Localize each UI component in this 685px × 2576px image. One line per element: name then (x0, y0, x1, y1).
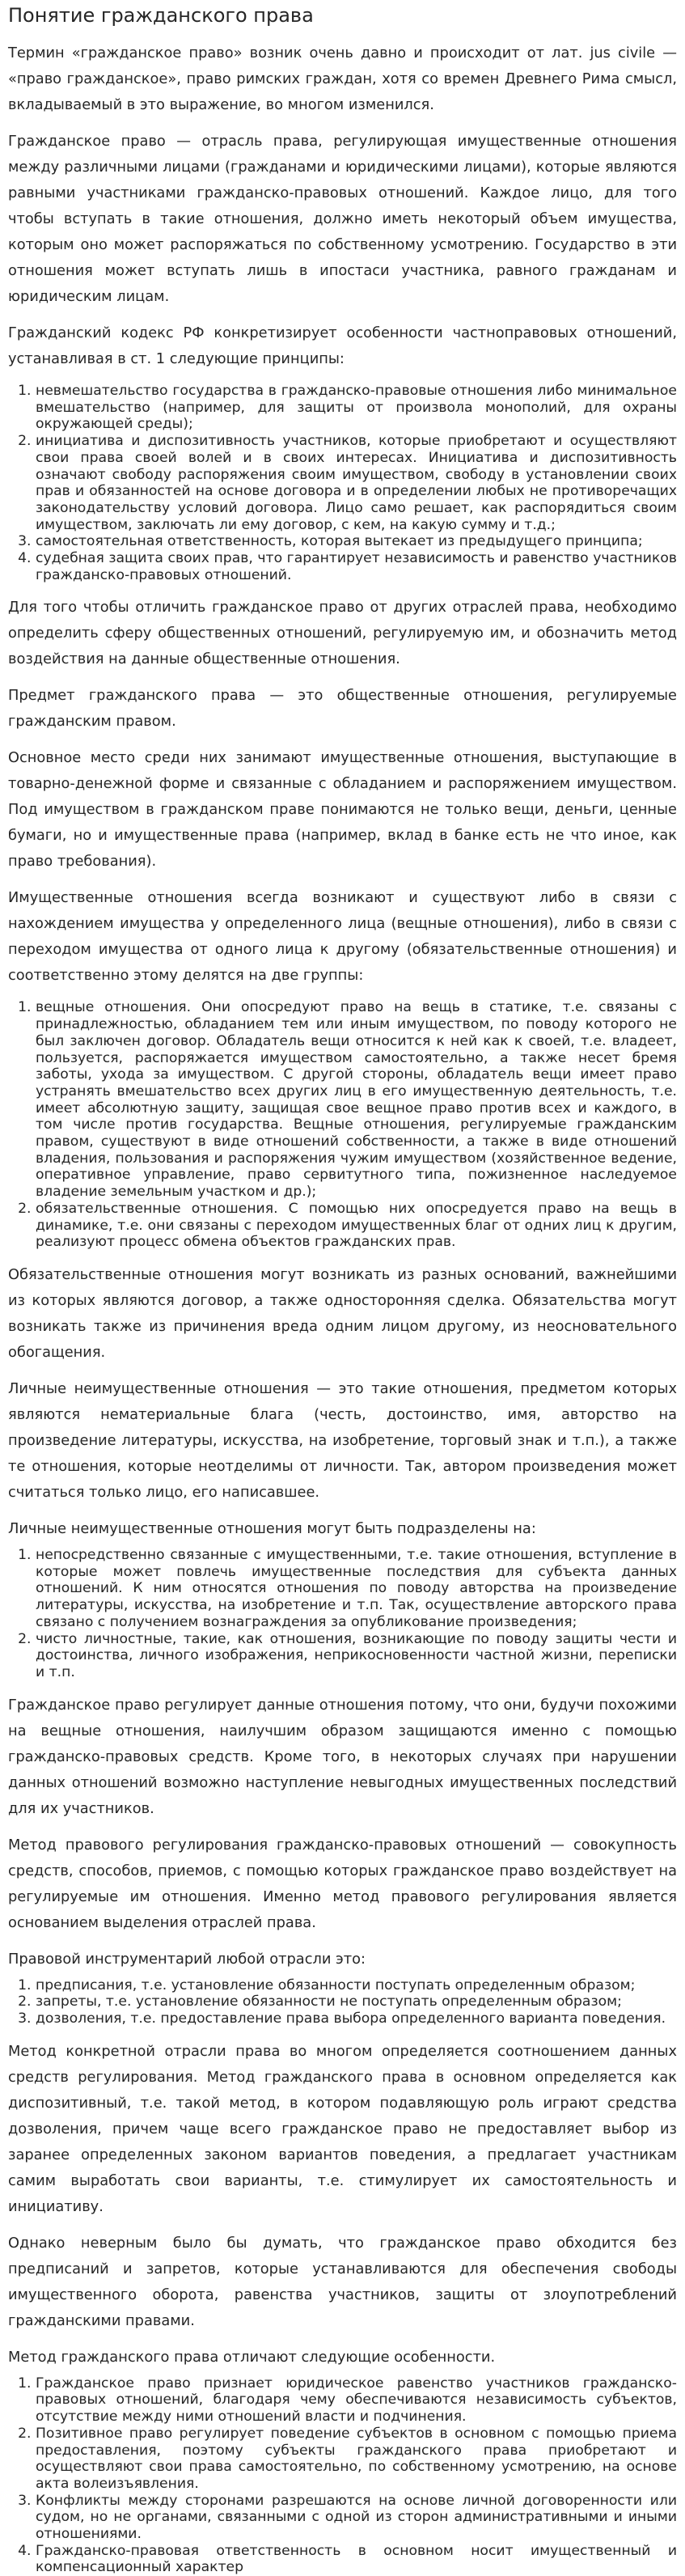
paragraph: Метод правового регулирования гражданско-правовых отношений — совокупность средств, способов, приемов, с помощью которых гражданское право воздействует на регулируемые им отношения. Именно метод правового регулирования является основанием выделения отраслей права. (8, 1836, 677, 1931)
paragraph: Метод гражданского права отличают следующие особенности. (8, 2348, 496, 2366)
list-item: 2. Позитивное право регулирует поведение субъектов в основном с помощью приема предоставления, поэтому субъекты гражданского права приобретают и осуществляют свои права самостоятельно, по собственному усмотрению, на основе акта волеизъявления. (36, 2426, 677, 2493)
paragraph: Личные неимущественные отношения могут быть подразделены на: (8, 1519, 536, 1537)
list-item: 2. обязательственные отношения. С помощью них опосредуется право на вещь в динамике, т.е. они связаны с переходом имущественных благ от одних лиц к другим, реализуют процесс обмена объектов гражданских прав. (36, 1201, 677, 1251)
paragraph: Обязательственные отношения могут возникать из разных оснований, важнейшими из которых являются договор, а также односторонняя сделка. Обязательства могут возникать также из причинения вреда одним лицом другому, из неосновательного обогащения. (8, 1265, 677, 1361)
numbered-list (8, 1547, 677, 1681)
list-item: 3. самостоятельная ответственность, которая вытекает из предыдущего принципа; (36, 533, 677, 550)
paragraph: Основное место среди них занимают имущественные отношения, выступающие в товарно-денежной форме и связанные с обладанием и распоряжением имуществом. Под имуществом в гражданском праве понимаются не только вещи, деньги, ценные бумаги, но и имущественные права (например, вклад в банке есть не что иное, как право требования). (8, 749, 677, 871)
paragraph: Для того чтобы отличить гражданское право от других отраслей права, необходимо определить сферу общественных отношений, регулируемую им, и обозначить метод воздействия на данные общественные отношения. (8, 599, 677, 668)
page-title: Понятие гражданского права (8, 4, 314, 27)
paragraph: Гражданское право — отрасль права, регулирующая имущественные отношения между различными лицами (гражданами и юридическими лицами), которые являются равными участниками гражданско-правовых отношений. Каждое лицо, для того чтобы вступать в такие отношения, должно иметь некоторый объем имущества, которым оно может распоряжаться по собственному усмотрению. Государство в эти отношения может вступать лишь в ипостаси участника, равного гражданам и юридическим лицам. (8, 133, 677, 305)
numbered-list (8, 383, 677, 583)
paragraph: Имущественные отношения всегда возникают и существуют либо в связи с нахождением имущества у определенного лица (вещные отношения), либо в связи с переходом имущества от одного лица к другому (обязательственные отношения) и соответственно этому делятся на две группы: (8, 889, 677, 985)
list-item: 1. Гражданское право признает юридическое равенство участников гражданско-правовых отношений, благодаря чему обеспечиваются независимость субъектов, отсутствие между ними отношений власти и подчинения. (36, 2375, 677, 2426)
list-item: 4. судебная защита своих прав, что гарантирует независимость и равенство участников гражданско-правовых отношений. (36, 550, 677, 583)
numbered-list (8, 999, 677, 1251)
article-body (8, 40, 677, 2576)
list-item: 4. Гражданско-правовая ответственность в основном носит имущественный и компенсационный характер (36, 2543, 677, 2576)
list-item: 1. вещные отношения. Они опосредуют право на вещь в статике, т.е. связаны с принадлежностью, обладанием тем или иным имуществом, по поводу которого не был заключен договор. Обладатель вещи относится к ней как к своей, т.е. владеет, пользуется, распоряжается имуществом самостоятельно, а также несет бремя заботы, ухода за имуществом. С другой стороны, обладатель вещи имеет право устранять вмешательство всех других лиц в его имущественную деятельность, т.е. имеет абсолютную защиту, защищая свое вещное право против всех и каждого, в том числе против государства. Вещные отношения, регулируемые гражданским правом, существуют в виде отношений собственности, а также в виде отношений владения, пользования и распоряжения чужим имуществом (хозяйственное ведение, оперативное управление, право сервитутного типа, пожизненное наследуемое владение земельным участком и др.); (36, 999, 677, 1200)
paragraph: Термин «гражданское право» возник очень давно и происходит от лат. jus civile — «право гражданское», право римских граждан, хотя со времен Древнего Рима смысл, вкладываемый в это выражение, во многом изменился. (8, 44, 677, 113)
list-item: 1. предписания, т.е. установление обязанности поступать определенным образом; (36, 1977, 677, 1994)
list-item: 1. непосредственно связанные с имущественными, т.е. такие отношения, вступление в которые может повлечь имущественные последствия для субъекта данных отношений. К ним относятся отношения по поводу авторства на произведение литературы, искусства, на изобретение и т.п. Так, осуществление авторского права связано с получением вознаграждения за опубликование произведения; (36, 1547, 677, 1631)
paragraph: Предмет гражданского права — это общественные отношения, регулируемые гражданским правом. (8, 687, 677, 731)
list-item: 3. Конфликты между сторонами разрешаются на основе личной договоренности или судом, но не органами, связанными с одной из сторон административными и иными отношениями. (36, 2493, 677, 2543)
paragraph: Однако неверным было бы думать, что гражданское право обходится без предписаний и запретов, которые устанавливаются для обеспечения свободы имущественного оборота, равенства участников, защиты от злоупотреблений гражданскими правами. (8, 2234, 677, 2329)
list-item: 2. чисто личностные, такие, как отношения, возникающие по поводу защиты чести и достоинства, личного изображения, неприкосновенности частной жизни, переписки и т.п. (36, 1631, 677, 1681)
paragraph: Гражданский кодекс РФ конкретизирует особенности частноправовых отношений, устанавливая в ст. 1 следующие принципы: (8, 324, 677, 367)
list-item: 3. дозволения, т.е. предоставление права выбора определенного варианта поведения. (36, 2010, 677, 2027)
list-item: 2. инициатива и диспозитивность участников, которые приобретают и осуществляют свои права своей волей и в своих интересах. Инициатива и диспозитивность означают свободу распоряжения своим имуществом, свободу в установлении своих прав и обязанностей на основе договора и в определении любых не противоречащих законодательству условий договора. Лицо само решает, как распорядиться своим имуществом, заключать ли ему договор, с кем, на какую сумму и т.д.; (36, 433, 677, 533)
list-item: 1. невмешательство государства в гражданско-правовые отношения либо минимальное вмешательство (например, для защиты от произвола монополий, для охраны окружающей среды); (36, 383, 677, 433)
paragraph: Правовой инструментарий любой отрасли это: (8, 1950, 366, 1968)
numbered-list (8, 2375, 677, 2576)
paragraph: Личные неимущественные отношения — это такие отношения, предметом которых являются нематериальные блага (честь, достоинство, имя, авторство на произведение литературы, искусства, на изобретение, торговый знак и т.п.), а также те отношения, которые неотделимы от личности. Так, автором произведения может считаться только лицо, его написавшее. (8, 1379, 677, 1501)
numbered-list (8, 1977, 677, 2027)
paragraph: Гражданское право регулирует данные отношения потому, что они, будучи похожими на вещные отношения, наилучшим образом защищаются именно с помощью гражданско-правовых средств. Кроме того, в некоторых случаях при нарушении данных отношений возможно наступление невыгодных имущественных последствий для их участников. (8, 1696, 677, 1817)
paragraph: Метод конкретной отрасли права во многом определяется соотношением данных средств регулирования. Метод гражданского права в основном определяется как диспозитивный, т.е. такой метод, в котором подавляющую роль играют средства дозволения, причем чаще всего гражданское право не предоставляет выбор из заранее определенных законом вариантов поведения, а предлагает участникам самим выработать свои варианты, т.е. стимулирует их самостоятельность и инициативу. (8, 2042, 677, 2215)
list-item: 2. запреты, т.е. установление обязанности не поступать определенным образом; (36, 1993, 677, 2010)
